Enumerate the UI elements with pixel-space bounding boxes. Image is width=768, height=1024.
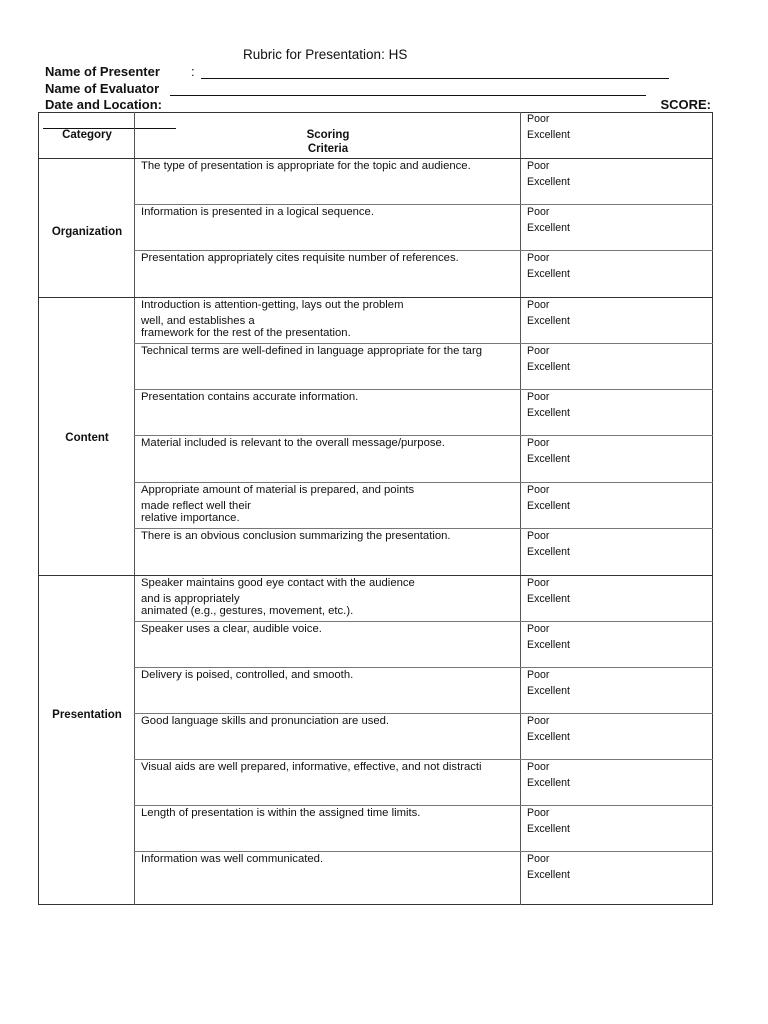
criterion-text xyxy=(141,806,518,821)
rating-scale[interactable] xyxy=(527,805,570,837)
rating-excellent[interactable]: Excellent xyxy=(527,407,570,419)
rating-scale[interactable] xyxy=(527,759,570,791)
category-column-header: Category xyxy=(62,129,112,141)
criterion-text xyxy=(141,298,518,339)
rating-scale[interactable] xyxy=(527,389,570,421)
scoring-header-line2: Criteria xyxy=(307,143,349,155)
rating-scale[interactable] xyxy=(527,158,570,190)
criterion-line: well, and establishes a xyxy=(141,315,255,327)
rating-poor[interactable]: Poor xyxy=(527,299,550,311)
criterion-text xyxy=(141,251,518,266)
rating-poor[interactable]: Poor xyxy=(527,715,550,727)
rating-excellent[interactable]: Excellent xyxy=(527,731,570,743)
criterion-line: Speaker uses a clear, audible voice. xyxy=(141,623,322,635)
rating-excellent[interactable]: Excellent xyxy=(527,268,570,280)
criterion-line: Visual aids are well prepared, informative, effective, and not distracti xyxy=(141,761,482,773)
criterion-line: Information is presented in a logical sequence. xyxy=(141,206,374,218)
presenter-label: Name of Presenter xyxy=(45,64,160,79)
criterion-line: made reflect well their xyxy=(141,500,251,512)
criterion-text xyxy=(141,852,518,867)
category-presentation: Presentation xyxy=(52,709,122,721)
criterion-text xyxy=(141,668,518,683)
criterion-line: Presentation contains accurate information. xyxy=(141,391,359,403)
criterion-text xyxy=(141,344,518,359)
rating-excellent[interactable]: Excellent xyxy=(527,777,570,789)
rating-scale[interactable] xyxy=(527,435,570,467)
criterion-text xyxy=(141,576,518,617)
presenter-colon: : xyxy=(191,64,195,79)
rating-poor[interactable]: Poor xyxy=(527,853,550,865)
criterion-text xyxy=(141,529,518,544)
rating-scale[interactable] xyxy=(527,667,570,699)
criterion-line: Length of presentation is within the assigned time limits. xyxy=(141,807,421,819)
category-content: Content xyxy=(65,432,109,444)
rating-poor[interactable]: Poor xyxy=(527,484,550,496)
criterion-text xyxy=(141,760,518,775)
rating-scale[interactable] xyxy=(527,575,570,607)
criterion-line: Material included is relevant to the overall message/purpose. xyxy=(141,437,445,449)
criterion-text xyxy=(141,159,518,174)
criterion-line: Speaker maintains good eye contact with the audience xyxy=(141,577,415,589)
criterion-line: animated (e.g., gestures, movement, etc.). xyxy=(141,605,354,617)
scoring-header-line1: Scoring xyxy=(306,129,350,141)
presenter-blank-line[interactable] xyxy=(201,78,669,79)
evaluator-blank-line[interactable] xyxy=(170,95,646,96)
rating-excellent[interactable]: Excellent xyxy=(527,453,570,465)
rating-excellent[interactable]: Excellent xyxy=(527,361,570,373)
rating-poor-header: Poor xyxy=(527,113,550,125)
criterion-line: Technical terms are well-defined in language appropriate for the targ xyxy=(141,345,482,357)
rating-excellent[interactable]: Excellent xyxy=(527,176,570,188)
rating-scale[interactable] xyxy=(527,297,570,329)
criterion-text xyxy=(141,436,518,451)
rating-poor[interactable]: Poor xyxy=(527,530,550,542)
rating-scale[interactable] xyxy=(527,482,570,514)
criterion-line: The type of presentation is appropriate for the topic and audience. xyxy=(141,160,471,172)
criterion-line: Good language skills and pronunciation are used. xyxy=(141,715,390,727)
rating-poor[interactable]: Poor xyxy=(527,623,550,635)
rating-poor[interactable]: Poor xyxy=(527,391,550,403)
criterion-line: Presentation appropriately cites requisite number of references. xyxy=(141,252,459,264)
criterion-text xyxy=(141,622,518,637)
rating-poor[interactable]: Poor xyxy=(527,345,550,357)
criterion-line: Information was well communicated. xyxy=(141,853,324,865)
rating-excellent[interactable]: Excellent xyxy=(527,222,570,234)
rating-scale[interactable] xyxy=(527,713,570,745)
rating-excellent[interactable]: Excellent xyxy=(527,685,570,697)
rating-poor[interactable]: Poor xyxy=(527,807,550,819)
rating-scale[interactable] xyxy=(527,250,570,282)
rating-poor[interactable]: Poor xyxy=(527,577,550,589)
evaluator-label: Name of Evaluator xyxy=(45,81,160,96)
criterion-text xyxy=(141,483,518,524)
rating-poor[interactable]: Poor xyxy=(527,206,550,218)
criterion-line: framework for the rest of the presentation. xyxy=(141,327,351,339)
rating-column-header xyxy=(527,111,570,143)
criterion-text xyxy=(141,390,518,405)
criterion-text xyxy=(141,714,518,729)
criterion-line: There is an obvious conclusion summarizing the presentation. xyxy=(141,530,451,542)
rubric-title: Rubric for Presentation: HS xyxy=(243,47,408,62)
rating-scale[interactable] xyxy=(527,851,570,883)
rating-column-divider xyxy=(520,112,521,905)
rating-scale[interactable] xyxy=(527,343,570,375)
rating-excellent-header: Excellent xyxy=(527,129,570,141)
rating-poor[interactable]: Poor xyxy=(527,252,550,264)
rating-scale[interactable] xyxy=(527,204,570,236)
rating-poor[interactable]: Poor xyxy=(527,669,550,681)
criterion-line: Appropriate amount of material is prepared, and points xyxy=(141,484,415,496)
rating-excellent[interactable]: Excellent xyxy=(527,500,570,512)
rating-excellent[interactable]: Excellent xyxy=(527,869,570,881)
criterion-line: Delivery is poised, controlled, and smooth. xyxy=(141,669,354,681)
criterion-text xyxy=(141,205,518,220)
rating-poor[interactable]: Poor xyxy=(527,761,550,773)
score-label: SCORE: xyxy=(660,97,711,112)
criterion-line: Introduction is attention-getting, lays out the problem xyxy=(141,299,404,311)
rating-scale[interactable] xyxy=(527,621,570,653)
rating-excellent[interactable]: Excellent xyxy=(527,639,570,651)
rating-scale[interactable] xyxy=(527,528,570,560)
rating-excellent[interactable]: Excellent xyxy=(527,546,570,558)
criterion-line: relative importance. xyxy=(141,512,240,524)
rating-poor[interactable]: Poor xyxy=(527,437,550,449)
rating-excellent[interactable]: Excellent xyxy=(527,593,570,605)
criterion-line: and is appropriately xyxy=(141,593,240,605)
date-location-label: Date and Location: xyxy=(45,97,163,112)
rating-poor[interactable]: Poor xyxy=(527,160,550,172)
category-organization: Organization xyxy=(51,226,123,238)
rating-excellent[interactable]: Excellent xyxy=(527,823,570,835)
rating-excellent[interactable]: Excellent xyxy=(527,315,570,327)
